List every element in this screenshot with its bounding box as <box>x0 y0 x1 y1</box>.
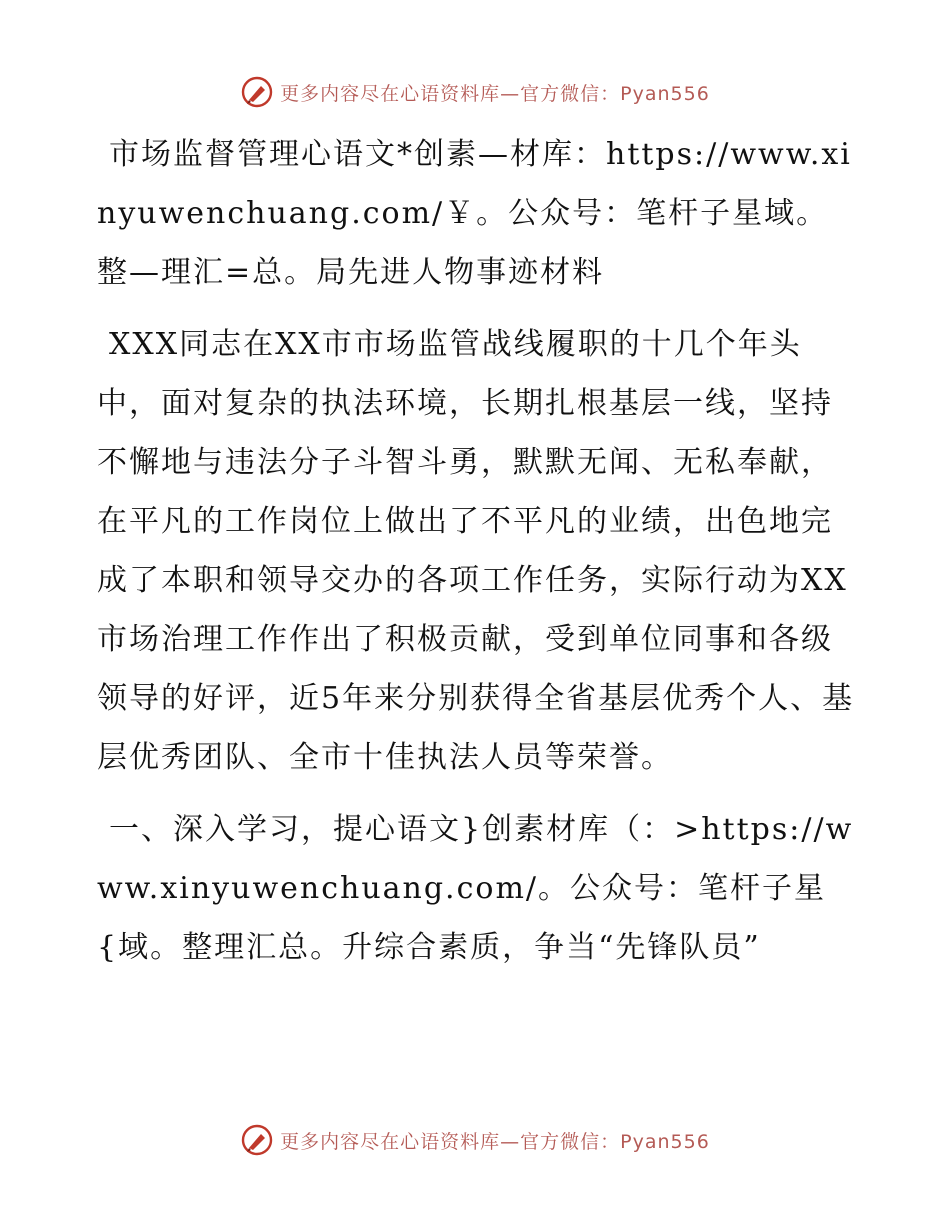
watermark-text: 更多内容尽在心语资料库—官方微信：Pyan556 <box>280 1130 710 1153</box>
pen-logo-icon <box>240 1123 274 1157</box>
paragraph-2: 一、深入学习，提心语文}创素材库（：>https://www.xinyuwenchuang.com/。公众号：笔杆子星{域。整理汇总。升综合素质，争当“先锋队员” <box>97 812 854 965</box>
document-body <box>97 125 857 990</box>
document-title: 市场监督管理心语文*创素—材库：https://www.xinyuwenchuang.com/￥。公众号：笔杆子星域。整—理汇=总。局先进人物事迹材料 <box>97 137 852 290</box>
watermark-footer <box>0 1120 950 1160</box>
paragraph-1: XXX同志在XX市市场监管战线履职的十几个年头中，面对复杂的执法环境，长期扎根基层一线，坚持不懈地与违法分子斗智斗勇，默默无闻、无私奉献，在平凡的工作岗位上做出了不平凡的业绩，出色地完成了本职和领导交办的各项工作任务，实际行动为XX市场治理工作作出了积极贡献，受到单位同事和各级领导的好评，近5年来分别获得全省基层优秀个人、基层优秀团队、全市十佳执法人员等荣誉。 <box>97 327 855 775</box>
pen-logo-icon <box>240 75 274 109</box>
watermark-header <box>0 72 950 112</box>
watermark-text: 更多内容尽在心语资料库—官方微信：Pyan556 <box>280 82 710 105</box>
